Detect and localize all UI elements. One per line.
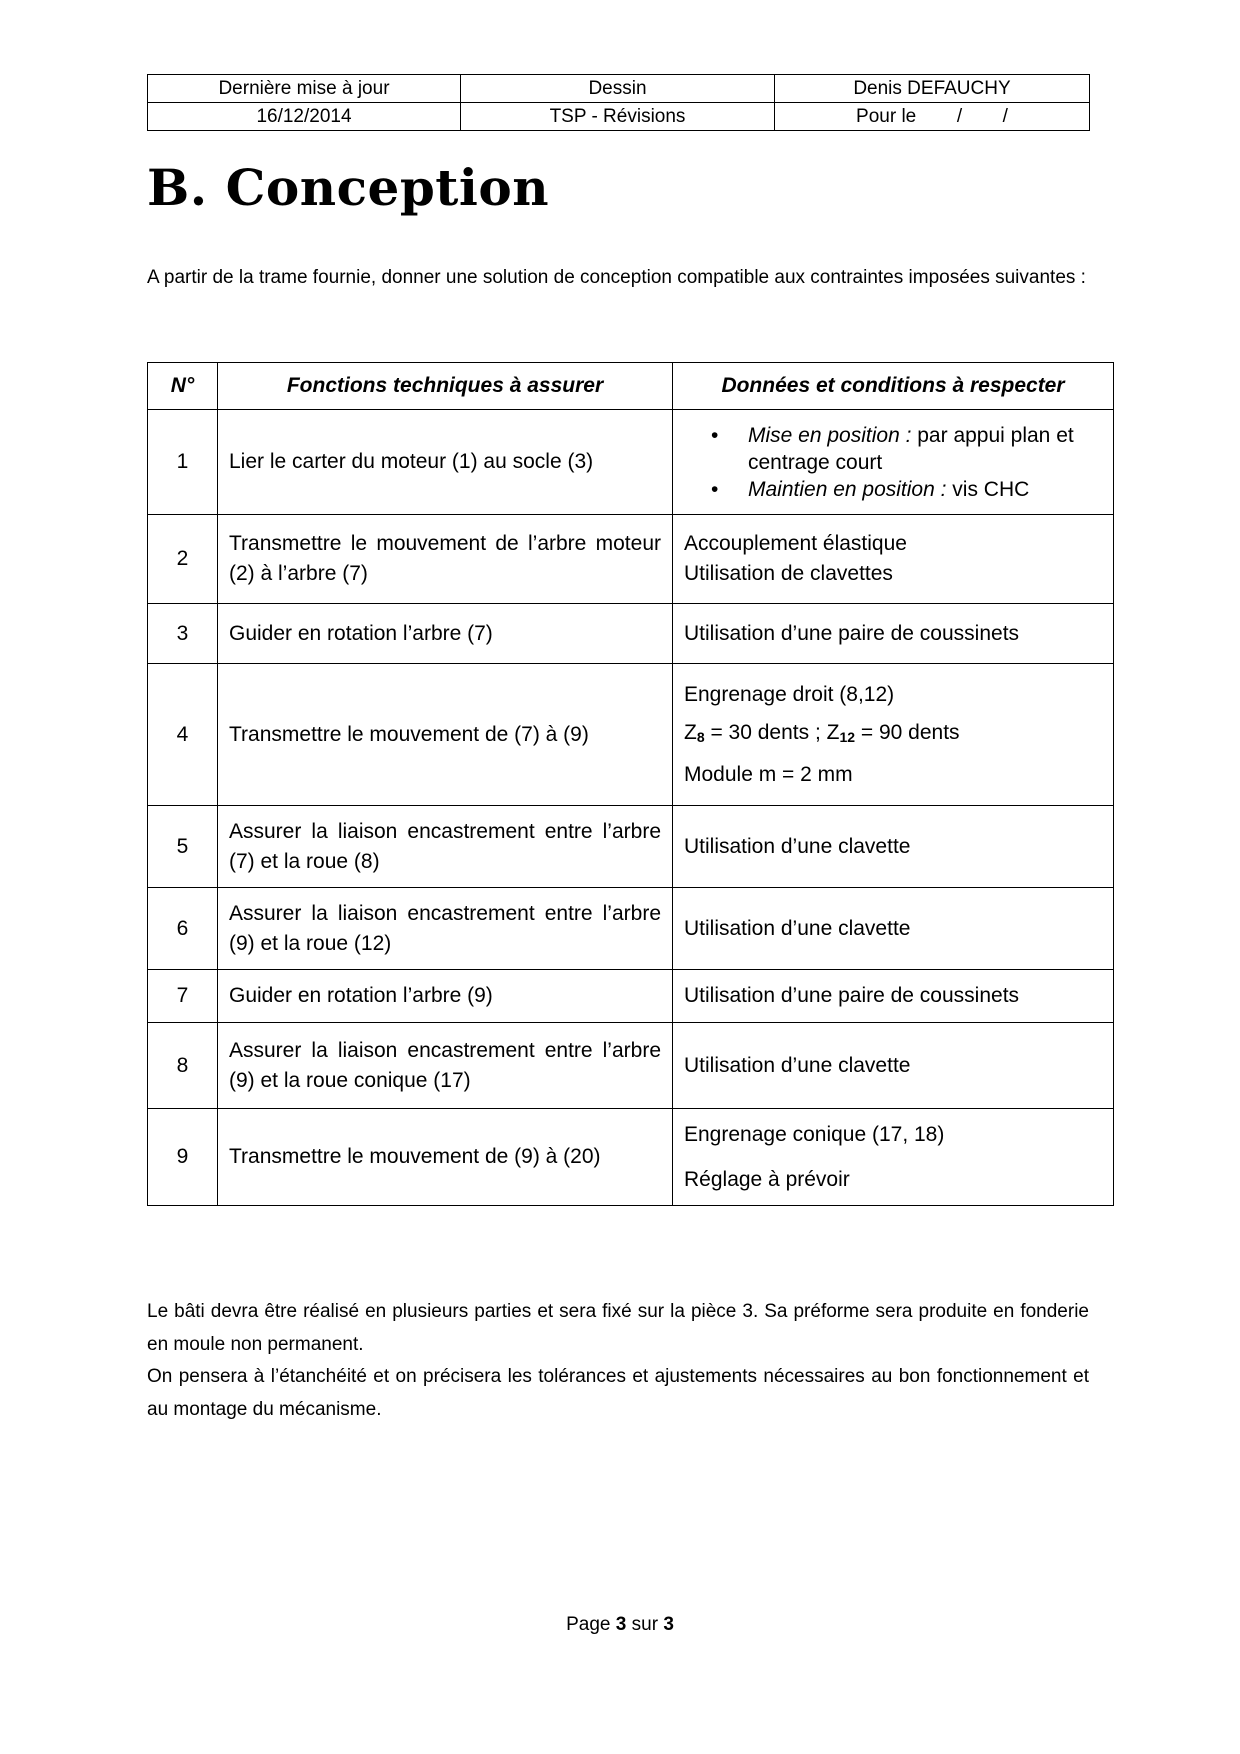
row-function: Transmettre le mouvement de (9) à (20) [218, 1109, 673, 1206]
table-row [148, 970, 1114, 1023]
column-header-number: N° [148, 363, 218, 410]
gear-teeth-line: $Z_8 = 30$ dents ; $Z_{12} = 90$ dents [684, 720, 960, 745]
row-conditions: Utilisation d’une paire de coussinets [673, 604, 1114, 664]
footer-of-label: sur [631, 1614, 659, 1635]
header-due-date [775, 103, 1090, 131]
header-row [148, 103, 1090, 131]
requirements-table [147, 362, 1114, 1206]
row-conditions: Utilisation d’une clavette [673, 806, 1114, 888]
row-function: Guider en rotation l’arbre (7) [218, 604, 673, 664]
row-number: 6 [148, 888, 218, 970]
list-item: • Mise en position : par appui plan et centrage court [711, 423, 1074, 474]
list-item: • Maintien en position : vis CHC [711, 477, 1030, 501]
header-subject: Dessin [461, 75, 775, 103]
row-conditions: Engrenage conique (17, 18) Réglage à prévoir [673, 1109, 1114, 1206]
conditions-list [673, 422, 1105, 503]
table-row [148, 1023, 1114, 1109]
row-function: Lier le carter du moteur (1) au socle (3) [218, 410, 673, 515]
table-row [148, 806, 1114, 888]
section-title: B. Conception [147, 158, 550, 217]
row-function: Assurer la liaison encastrement entre l’arbre (9) et la roue conique (17) [218, 1023, 673, 1109]
notes-block [147, 1296, 1089, 1426]
table-header-row [148, 363, 1114, 410]
row-function: Guider en rotation l’arbre (9) [218, 970, 673, 1023]
footer-page-label: Page [566, 1614, 611, 1635]
row-conditions: Engrenage droit (8,12) $Z_8 = 30$ dents ; $Z_{12} = 90$ dents Module m = 2 mm [673, 664, 1114, 806]
header-table [147, 74, 1090, 131]
table-row [148, 664, 1114, 806]
row-conditions: Utilisation d’une clavette [673, 888, 1114, 970]
bullet-icon: • [711, 423, 719, 447]
row-function: Transmettre le mouvement de l’arbre moteur (2) à l’arbre (7) [218, 515, 673, 604]
column-header-conditions: Données et conditions à respecter [673, 363, 1114, 410]
intro-paragraph: A partir de la trame fournie, donner une solution de conception compatible aux contraintes imposées suivantes : [147, 267, 1086, 288]
due-date-label: Pour le [856, 105, 917, 127]
row-number: 4 [148, 664, 218, 806]
note-paragraph: On pensera à l’étanchéité et on précisera les tolérances et ajustements nécessaires au bon fonctionnement et au montage du mécanisme. [147, 1366, 1089, 1420]
header-row [148, 75, 1090, 103]
column-header-functions: Fonctions techniques à assurer [218, 363, 673, 410]
table-row [148, 604, 1114, 664]
row-number: 1 [148, 410, 218, 515]
due-date-separator: / [1002, 105, 1008, 127]
row-number: 9 [148, 1109, 218, 1206]
row-conditions: Utilisation d’une paire de coussinets [673, 970, 1114, 1023]
table-row [148, 410, 1114, 515]
row-number: 3 [148, 604, 218, 664]
row-conditions: Utilisation d’une clavette [673, 1023, 1114, 1109]
header-chapter: TSP - Révisions [461, 103, 775, 131]
header-last-update-label: Dernière mise à jour [148, 75, 461, 103]
row-number: 5 [148, 806, 218, 888]
row-function: Assurer la liaison encastrement entre l’arbre (7) et la roue (8) [218, 806, 673, 888]
due-date-separator: / [956, 105, 963, 127]
bullet-icon: • [711, 477, 719, 501]
table-row [148, 515, 1114, 604]
row-number: 2 [148, 515, 218, 604]
row-conditions: Accouplement élastique Utilisation de clavettes [673, 515, 1114, 604]
note-paragraph: Le bâti devra être réalisé en plusieurs parties et sera fixé sur la pièce 3. Sa préforme sera produite en fonderie en moule non permanent. [147, 1301, 1089, 1355]
row-number: 7 [148, 970, 218, 1023]
table-row [148, 1109, 1114, 1206]
row-function: Transmettre le mouvement de (7) à (9) [218, 664, 673, 806]
footer-current-page: 3 [615, 1614, 627, 1635]
header-date: 16/12/2014 [148, 103, 461, 131]
header-author: Denis DEFAUCHY [775, 75, 1090, 103]
page-footer [0, 1614, 1240, 1636]
table-row [148, 888, 1114, 970]
row-function: Assurer la liaison encastrement entre l’arbre (9) et la roue (12) [218, 888, 673, 970]
footer-total-pages: 3 [663, 1614, 674, 1635]
row-conditions [673, 410, 1114, 515]
row-number: 8 [148, 1023, 218, 1109]
